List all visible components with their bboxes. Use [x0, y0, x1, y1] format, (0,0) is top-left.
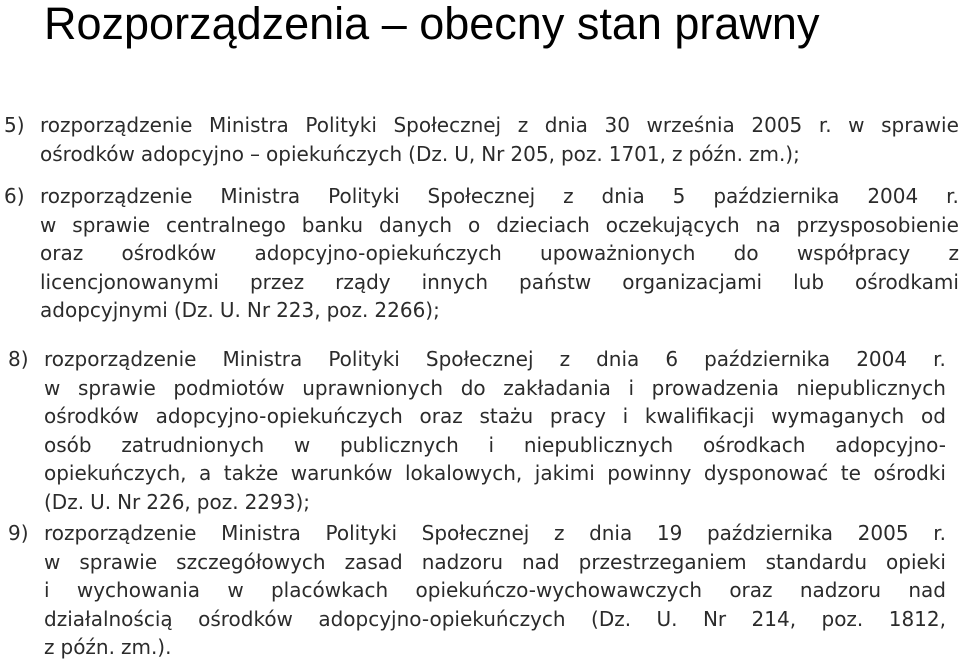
- word: 2005: [751, 113, 803, 137]
- word: innych: [421, 269, 489, 294]
- word: października: [706, 521, 834, 545]
- word: oczekujących: [605, 212, 740, 237]
- word: zakładania: [503, 375, 611, 400]
- word: jakimi: [534, 461, 595, 485]
- word: Ministra: [221, 521, 301, 545]
- word: dysponować: [703, 461, 829, 485]
- word: kwalifikacji: [644, 404, 755, 428]
- word: zm.).: [120, 635, 172, 659]
- word: z: [563, 184, 574, 208]
- word: późn.: [688, 141, 743, 166]
- word: lub: [793, 269, 825, 294]
- word: publicznych: [339, 432, 459, 457]
- word: ośrodków: [40, 141, 135, 166]
- word: nadzoru: [799, 578, 882, 602]
- word: przez: [249, 269, 305, 294]
- item-number: 5): [4, 113, 25, 137]
- word: Społecznej: [393, 113, 502, 137]
- word: poz.: [196, 489, 239, 514]
- word: w: [44, 549, 61, 574]
- word: 2004: [856, 347, 908, 371]
- word: lokalowych,: [404, 461, 523, 485]
- word: U.: [219, 298, 241, 322]
- word: prowadzenia: [651, 375, 779, 400]
- item-line: [44, 345, 946, 374]
- word: podmiotów: [173, 375, 285, 400]
- word: adopcyjno: [140, 141, 245, 166]
- word: 223,: [276, 298, 321, 322]
- word: zasad: [344, 549, 403, 574]
- word: adopcyjno-opiekuńczych: [318, 606, 566, 631]
- regulation-item-8: [8, 345, 946, 516]
- regulation-item-5: [4, 111, 959, 168]
- item-line: [44, 519, 946, 548]
- word: szczegółowych: [176, 549, 326, 574]
- word: Społecznej: [425, 347, 534, 371]
- word: 19: [656, 521, 683, 545]
- word: opiekuńczych: [266, 141, 403, 166]
- item-line: [40, 140, 959, 169]
- word: opiekuńczych,: [44, 461, 187, 485]
- word: (Dz.: [591, 606, 632, 631]
- word: oraz: [729, 578, 773, 602]
- word: października: [704, 347, 831, 371]
- word: z: [517, 113, 529, 137]
- word: 205,: [510, 141, 555, 166]
- word: ośrodkami: [855, 269, 959, 294]
- item-line: [40, 111, 959, 140]
- word: uprawnionych: [302, 375, 444, 400]
- word: standardu: [765, 549, 868, 574]
- word: sprawie: [72, 212, 151, 237]
- word: z: [948, 241, 959, 265]
- word: r.: [933, 347, 946, 371]
- word: r.: [818, 113, 832, 137]
- word: niepublicznych: [796, 375, 946, 400]
- word: Polityki: [328, 184, 400, 208]
- item-line: [44, 576, 946, 605]
- item-line: [44, 431, 946, 460]
- word: Ministra: [220, 184, 301, 208]
- word: (Dz.: [44, 489, 85, 514]
- word: Polityki: [325, 521, 398, 545]
- item-line: [40, 182, 959, 211]
- word: stażu: [479, 404, 534, 428]
- word: w: [227, 578, 244, 602]
- word: r.: [946, 184, 959, 208]
- word: organizacjami: [622, 269, 763, 294]
- word: sprawie: [881, 113, 959, 137]
- item-line: [44, 548, 946, 577]
- word: ośrodkach: [702, 432, 806, 457]
- word: (Dz.: [408, 141, 449, 166]
- word: banku: [301, 212, 364, 237]
- word: w: [40, 212, 57, 237]
- word: zatrudnionych: [121, 432, 265, 457]
- word: z: [44, 635, 55, 659]
- word: także: [223, 461, 279, 485]
- word: współpracy: [796, 241, 911, 265]
- item-line: [44, 488, 946, 517]
- word: z: [559, 347, 571, 371]
- word: rozporządzenie: [44, 347, 197, 371]
- word: nad: [522, 549, 560, 574]
- word: Polityki: [328, 347, 400, 371]
- word: te: [840, 461, 861, 485]
- word: Polityki: [305, 113, 377, 137]
- word: rozporządzenie: [40, 184, 193, 208]
- word: Społecznej: [427, 184, 536, 208]
- word: ośrodki: [873, 461, 946, 485]
- word: do: [460, 375, 486, 400]
- word: Nr: [246, 298, 271, 322]
- word: 226,: [146, 489, 191, 514]
- word: przysposobienie: [796, 212, 959, 237]
- word: a: [199, 461, 212, 485]
- word: w: [293, 432, 311, 457]
- word: licencjonowanymi: [40, 269, 219, 294]
- word: z: [553, 521, 565, 545]
- word: 6: [665, 347, 679, 371]
- word: dnia: [601, 184, 645, 208]
- word: –: [250, 141, 261, 166]
- word: U,: [454, 141, 476, 166]
- slide-title: Rozporządzenia – obecny stan prawny: [44, 0, 820, 49]
- word: niepublicznych: [523, 432, 674, 457]
- word: września: [646, 113, 735, 137]
- word: 1812,: [888, 606, 946, 631]
- word: o: [468, 212, 481, 237]
- word: 214,: [751, 606, 797, 631]
- word: danych: [378, 212, 453, 237]
- word: Nr: [117, 489, 141, 514]
- word: 2005: [857, 521, 909, 545]
- word: 2266);: [374, 298, 440, 322]
- word: od: [920, 404, 946, 428]
- word: w: [848, 113, 865, 137]
- word: rozporządzenie: [44, 521, 197, 545]
- word: sprawie: [77, 375, 156, 400]
- item-line: [40, 239, 959, 268]
- item-line: [44, 459, 946, 488]
- regulation-item-6: [4, 182, 959, 325]
- word: dnia: [596, 347, 640, 371]
- word: 2293);: [244, 489, 311, 514]
- word: wymaganych: [771, 404, 905, 428]
- word: na: [755, 212, 781, 237]
- word: zm.);: [748, 141, 800, 166]
- regulation-item-9: [8, 519, 946, 662]
- word: państw: [519, 269, 592, 294]
- word: poz.: [560, 141, 603, 166]
- item-line: [44, 605, 946, 634]
- word: adopcyjno-opiekuńczych: [254, 241, 502, 265]
- item-number: 9): [8, 521, 29, 545]
- word: dnia: [544, 113, 588, 137]
- word: w: [44, 375, 61, 400]
- word: ośrodków: [121, 241, 217, 265]
- word: rządy: [335, 269, 391, 294]
- word: nad: [908, 578, 946, 602]
- word: z: [672, 141, 683, 166]
- word: oraz: [419, 404, 463, 428]
- word: adopcyjnymi: [40, 298, 168, 322]
- item-line: [40, 268, 959, 297]
- word: 5: [672, 184, 686, 208]
- word: i: [628, 375, 635, 400]
- word: opieki: [886, 549, 946, 574]
- word: centralnego: [166, 212, 286, 237]
- word: ośrodków: [198, 606, 293, 631]
- item-line: [44, 374, 946, 403]
- word: rozporządzenie: [40, 113, 193, 137]
- word: działalnością: [44, 606, 173, 631]
- word: poz.: [326, 298, 369, 322]
- word: wychowania: [76, 578, 201, 602]
- word: Nr: [702, 606, 727, 631]
- word: Ministra: [209, 113, 289, 137]
- item-number: 8): [8, 347, 29, 371]
- word: U.: [656, 606, 678, 631]
- word: Społecznej: [421, 521, 530, 545]
- word: warunków: [290, 461, 393, 485]
- word: r.: [933, 521, 946, 545]
- word: i: [622, 404, 629, 428]
- word: dnia: [589, 521, 633, 545]
- word: i: [488, 432, 495, 457]
- word: (Dz.: [173, 298, 214, 322]
- item-line: [44, 633, 946, 662]
- word: placówkach: [270, 578, 389, 602]
- word: Ministra: [222, 347, 303, 371]
- word: poz.: [821, 606, 864, 631]
- word: ośrodków: [44, 404, 139, 428]
- item-line: [40, 296, 959, 325]
- word: adopcyjno-opiekuńczych: [155, 404, 403, 428]
- word: U.: [90, 489, 112, 514]
- item-number: 6): [4, 184, 25, 208]
- item-line: [44, 402, 946, 431]
- word: sprawie: [79, 549, 158, 574]
- word: i: [44, 578, 50, 602]
- word: powinny: [607, 461, 692, 485]
- word: późn.: [60, 635, 115, 659]
- word: oraz: [40, 241, 84, 265]
- word: upoważnionych: [540, 241, 696, 265]
- word: dzieciach: [496, 212, 590, 237]
- word: Nr: [481, 141, 505, 166]
- word: 1701,: [608, 141, 666, 166]
- word: 2004: [867, 184, 919, 208]
- word: opiekuńczo-wychowawczych: [415, 578, 703, 602]
- word: adopcyjno-: [835, 432, 946, 457]
- word: 30: [604, 113, 630, 137]
- word: przestrzeganiem: [578, 549, 747, 574]
- item-line: [40, 211, 959, 240]
- word: pracy: [549, 404, 606, 428]
- word: października: [713, 184, 840, 208]
- word: osób: [44, 432, 92, 457]
- word: nadzoru: [421, 549, 503, 574]
- word: do: [733, 241, 759, 265]
